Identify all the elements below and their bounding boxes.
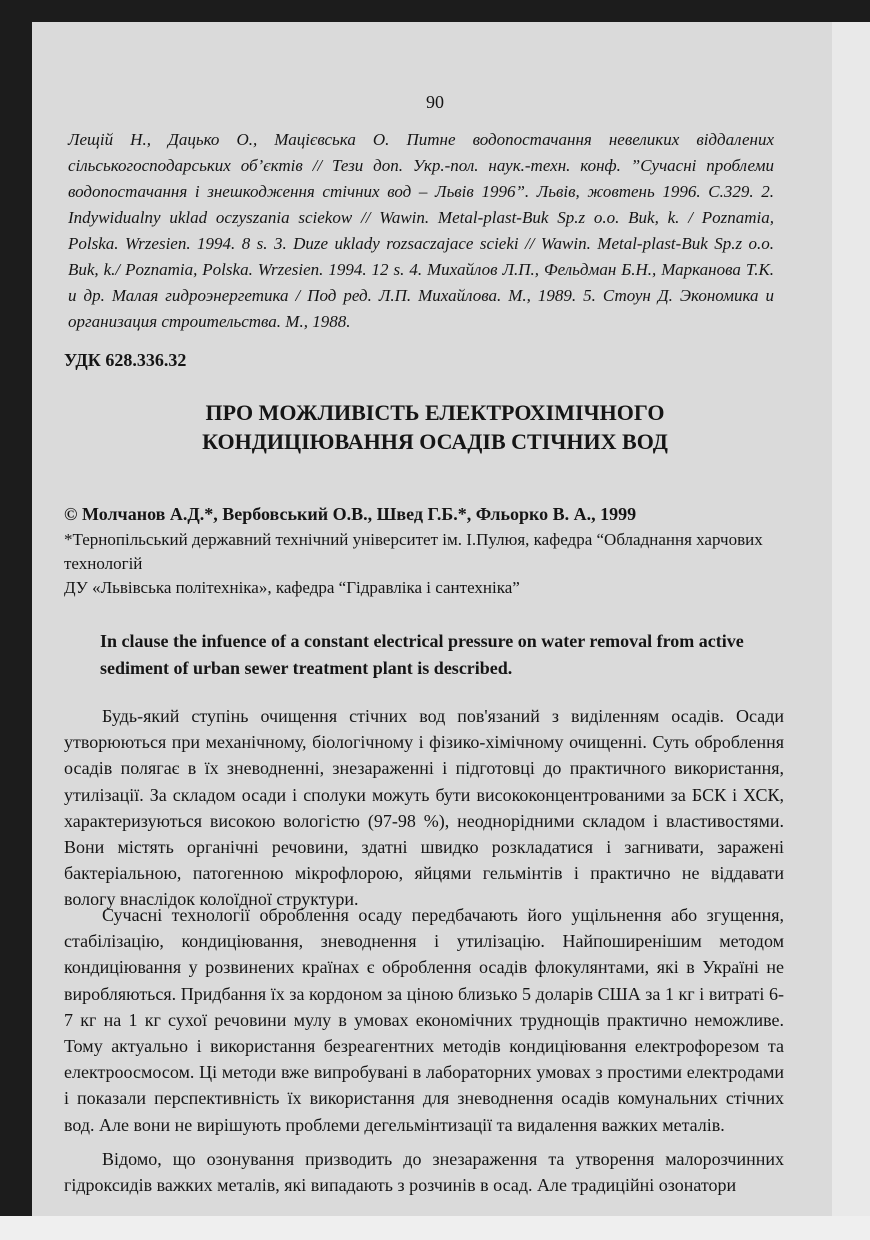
body-paragraph-1: Будь-який ступінь очищення стічних вод пов'язаний з виділенням осадів. Осади утворюються при механічному, біологічному і фізико-хімічному очищенні. Суть оброблення осадів полягає в їх зневодненні, знезараженні і підготовці до практичного використання, утилізації. За складом осади і сполуки можуть бути висококонцентрованими за БСК і ХСК, характеризуються високою вологістю (97-98 %), неоднорідними складом і властивостями. Вони містять органічні речовини, здатні швидко розкладатися і загнивати, заражені бактеріальною, патогенною мікрофлорою, яйцями гельмінтів і практично не віддавати вологу внаслідок колоїдної структури. <box>64 706 784 910</box>
affiliation-2: ДУ «Львівська політехніка», кафедра “Гідравліка і сантехніка” <box>64 578 520 597</box>
page-number: 90 <box>426 92 444 112</box>
article-title <box>0 398 870 456</box>
body-paragraph-2: Сучасні технології оброблення осаду передбачають його ущільнення або згущення, стабілізацію, кондиціювання, зневоднення і утилізацію. Найпоширенішим методом кондиціювання у розвинених країнах є оброблення осадів флокулянтами, які в Україні не виробляються. Придбання їх за кордоном за ціною близько 5 доларів США за 1 кг і витраті 6-7 кг на 1 кг сухої речовини мулу в умовах економічних труднощів практично неможливе. Тому актуально і використання безреагентних методів кондиціювання електрофорезом та електроосмосом. Ці методи вже випробувані в лабораторних умовах з простими електродами і показали перспективність їх використання для зневоднення осадів комунальних стічних вод. Але вони не вирішують проблеми дегельмінтизації та видалення важких металів. <box>64 905 784 1135</box>
scan-margin-bottom <box>0 1216 870 1240</box>
title-line-2: КОНДИЦІЮВАННЯ ОСАДІВ СТІЧНИХ ВОД <box>202 429 668 454</box>
udk-code: УДК 628.336.32 <box>64 350 187 370</box>
body-paragraph-3: Відомо, що озонування призводить до знезараження та утворення малорозчинних гідроксидів важких металів, які випадають з розчинів в осад. Але традиційні озонатори <box>64 1149 784 1196</box>
abstract: In clause the infuence of a constant electrical pressure on water removal from active sediment of urban sewer treatment plant is described. <box>100 631 744 678</box>
references-block: Лещій Н., Дацько О., Мацієвська О. Питне водопостачання невеликих віддалених сільськогосподарських об’єктів // Тези доп. Укр.-пол. наук.-техн. конф. ”Сучасні проблеми водопостачання і знешкодження стічних вод – Львів 1996”. Львів, жовтень 1996. С.329. 2. Indywidualny uklad oczyszania sciekow // Wawin. Metal-plast-Buk Sp.z o.o. Buk, k. / Poznamia, Polska. Wrzesien. 1994. 8 s. 3. Duze uklady rozsaczajace scieki // Wawin. Metal-plast-Buk Sp.z o.o. Buk, k./ Poznamia, Polska. Wrzesien. 1994. 12 s. 4. Михайлов Л.П., Фельдман Б.Н., Марканова Т.К. и др. Малая гидроэнергетика / Под ред. Л.П. Михайлова. М., 1989. 5. Стоун Д. Экономика и организация строительства. М., 1988. <box>68 130 774 331</box>
authors: © Молчанов А.Д.*, Вербовський О.В., Швед Г.Б.*, Фльорко В. А., 1999 <box>64 504 637 524</box>
affiliation-1: *Тернопільський державний технічний університет ім. І.Пулюя, кафедра “Обладнання харчових технологій <box>64 530 763 573</box>
scan-margin-right <box>832 22 870 1240</box>
title-line-1: ПРО МОЖЛИВІСТЬ ЕЛЕКТРОХІМІЧНОГО <box>205 400 665 425</box>
